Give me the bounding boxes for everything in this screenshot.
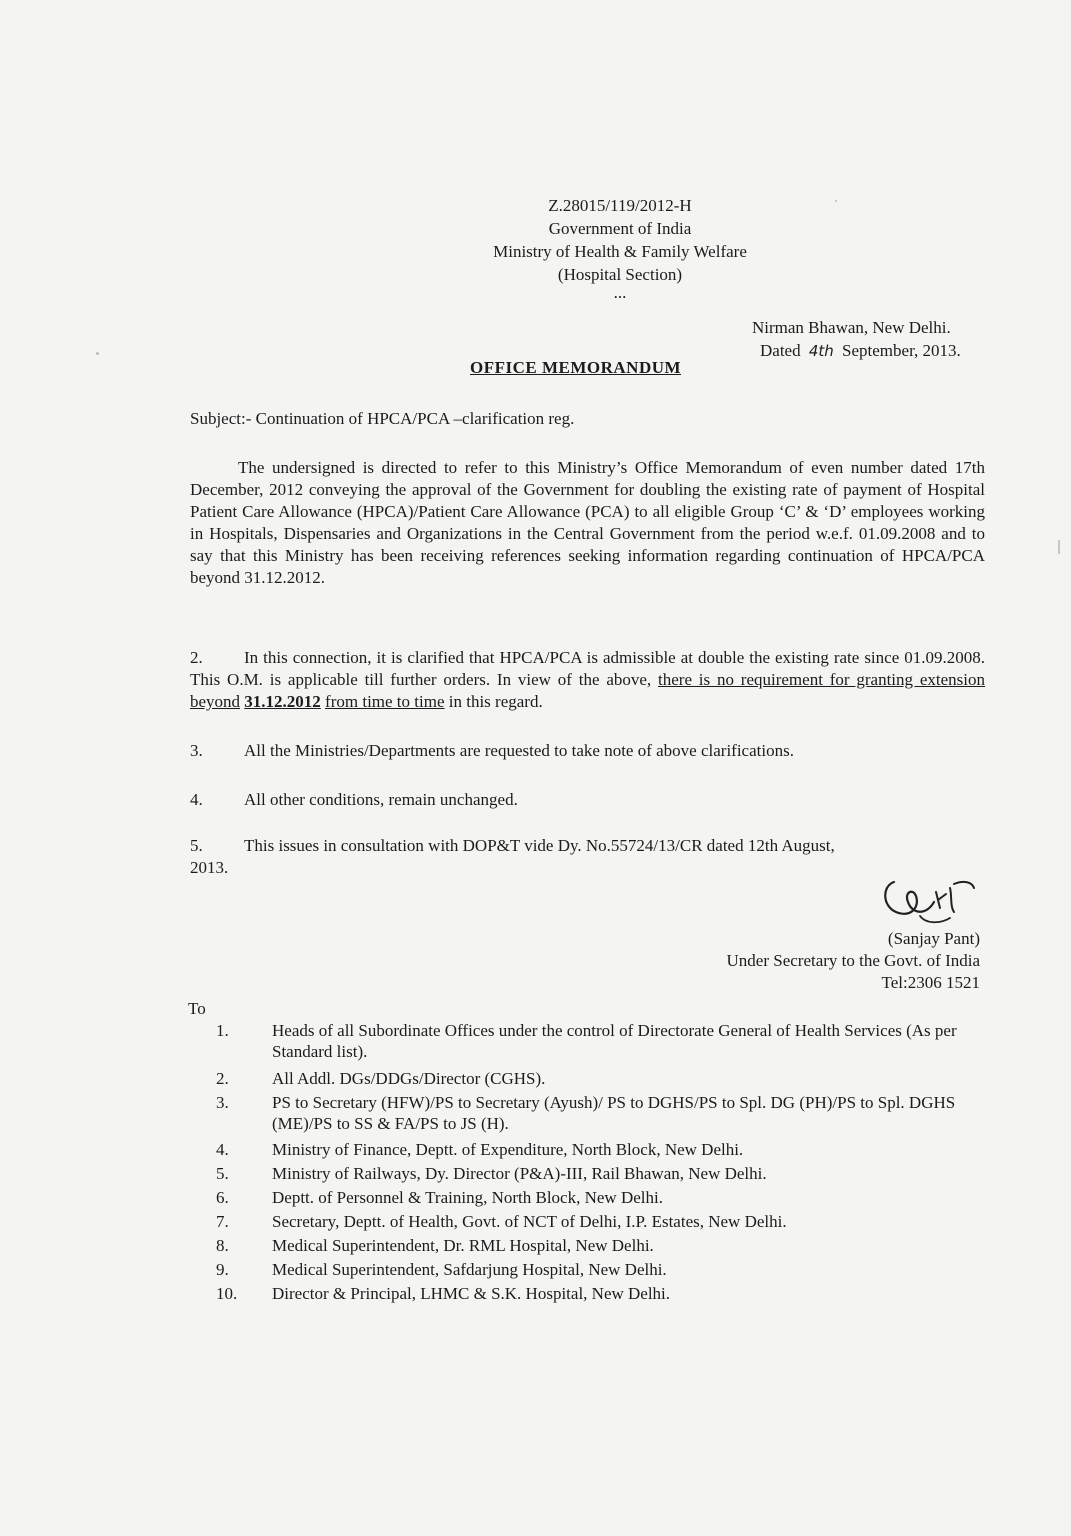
list-item-text: Ministry of Finance, Deptt. of Expenditure, North Block, New Delhi. (272, 1140, 744, 1159)
paragraph-2-underlined: there is no requirement for granting extension beyond (190, 670, 986, 711)
list-item-text: Ministry of Railways, Dy. Director (P&A)-III, Rail Bhawan, New Delhi. (272, 1164, 767, 1183)
dated-suffix: September, 2013. (842, 341, 961, 360)
paragraph-4-text: All other conditions, remain unchanged. (244, 790, 518, 809)
list-item-number: 2. (216, 1069, 229, 1088)
list-item-text: Medical Superintendent, Safdarjung Hospital, New Delhi. (272, 1260, 667, 1279)
signatory-telephone: Tel:2306 1521 (881, 973, 980, 992)
list-item-number: 5. (216, 1164, 229, 1183)
handwritten-date: 4th (808, 342, 834, 360)
paragraph-5-number: 5. (190, 836, 203, 855)
list-item-number: 9. (216, 1260, 229, 1279)
list-item-text: Medical Superintendent, Dr. RML Hospital, New Delhi. (272, 1236, 654, 1255)
to-label: To (188, 999, 206, 1018)
list-item-number: 3. (216, 1093, 229, 1112)
list-item (216, 1187, 1012, 1208)
scan-speck (96, 352, 99, 355)
paragraph-5-line1: This issues in consultation with DOP&T vide Dy. No.55724/13/CR dated 12th August, (244, 836, 835, 855)
paragraph-2-tail: in this regard. (448, 692, 543, 711)
list-item (216, 1163, 1012, 1184)
list-item (216, 1211, 1012, 1232)
paragraph-5-line2: 2013. (190, 858, 229, 877)
paragraph-3-text: All the Ministries/Departments are requested to take note of above clarifications. (244, 741, 794, 760)
date-line (760, 339, 1052, 363)
government-name: Government of India (548, 219, 692, 238)
file-number: Z.28015/119/2012-H (548, 196, 692, 215)
list-item (216, 1139, 1012, 1160)
list-item-number: 7. (216, 1212, 229, 1231)
list-item-text: Heads of all Subordinate Offices under the control of Directorate General of Health Services (As per Standard list). (272, 1021, 957, 1061)
list-item-text: Secretary, Deptt. of Health, Govt. of NCT of Delhi, I.P. Estates, New Delhi. (272, 1212, 787, 1231)
paragraph-3 (190, 740, 985, 762)
header-dots: ... (613, 283, 627, 302)
paragraph-5 (190, 835, 990, 879)
place: Nirman Bhawan, New Delhi. (752, 318, 951, 337)
paragraph-1: The undersigned is directed to refer to this Ministry’s Office Memorandum of even number dated 17th December, 2012 conveying the approval of the Government for doubling the existing rate of payment of Hospital Patient Care Allowance (HPCA)/Patient Care Allowance (PCA) to all eligible Group ‘C’ & ‘D’ employees working in Hospitals, Dispensaries and Organizations in the Central Government from the period w.e.f. 01.09.2008 and to say that this Ministry has been receiving references seeking information regarding continuation of HPCA/PCA beyond 31.12.2012. (190, 458, 985, 587)
scan-speck (835, 200, 837, 202)
paragraph-4-number: 4. (190, 790, 203, 809)
list-item (216, 1235, 1012, 1256)
list-item-number: 4. (216, 1140, 229, 1159)
list-item-number: 10. (216, 1284, 238, 1303)
paragraph-2-number: 2. (190, 648, 203, 667)
list-item (216, 1020, 1012, 1062)
handwritten-signature (880, 872, 990, 932)
list-item-text: All Addl. DGs/DDGs/Director (CGHS). (272, 1069, 546, 1088)
list-item-number: 1. (216, 1021, 229, 1040)
list-item-text: Deptt. of Personnel & Training, North Block, New Delhi. (272, 1188, 663, 1207)
paragraph-2-text: In this connection, it is clarified that HPCA/PCA is admissible at double the existing rate since 01.09.2008. This O.M. is applicable till further orders. In view of the above, (190, 648, 985, 689)
list-item (216, 1092, 1012, 1134)
list-item-text: Director & Principal, LHMC & S.K. Hospital, New Delhi. (272, 1284, 671, 1303)
list-item-number: 8. (216, 1236, 229, 1255)
paragraph-3-number: 3. (190, 741, 203, 760)
subject-text: Continuation of HPCA/PCA –clarification reg. (255, 409, 575, 428)
subject-label: Subject:- (190, 409, 252, 428)
place-date (752, 316, 1052, 363)
paragraph-4 (190, 789, 985, 811)
signatory-name: (Sanjay Pant) (887, 929, 980, 948)
signatory-designation: Under Secretary to the Govt. of India (726, 951, 980, 970)
list-item (216, 1283, 1012, 1304)
subject-line (190, 408, 970, 430)
letter-header (420, 194, 820, 300)
ministry-name: Ministry of Health & Family Welfare (493, 242, 747, 261)
paragraph-2-underlined-b: from time to time (325, 692, 445, 711)
paragraph-2 (190, 647, 985, 713)
dated-prefix: Dated (760, 341, 801, 360)
list-item (216, 1259, 1012, 1280)
document-title: OFFICE MEMORANDUM (470, 358, 682, 377)
list-item (216, 1068, 1012, 1089)
scan-speck (1058, 540, 1060, 554)
list-item-text: PS to Secretary (HFW)/PS to Secretary (Ayush)/ PS to DGHS/PS to Spl. DG (PH)/PS to Spl. DGHS (ME)/PS to SS & FA/PS to JS (H). (272, 1093, 956, 1133)
list-item-number: 6. (216, 1188, 229, 1207)
signature-block (640, 928, 980, 994)
paragraph-2-date: 31.12.2012 (244, 692, 321, 711)
section-name: (Hospital Section) (557, 265, 683, 284)
